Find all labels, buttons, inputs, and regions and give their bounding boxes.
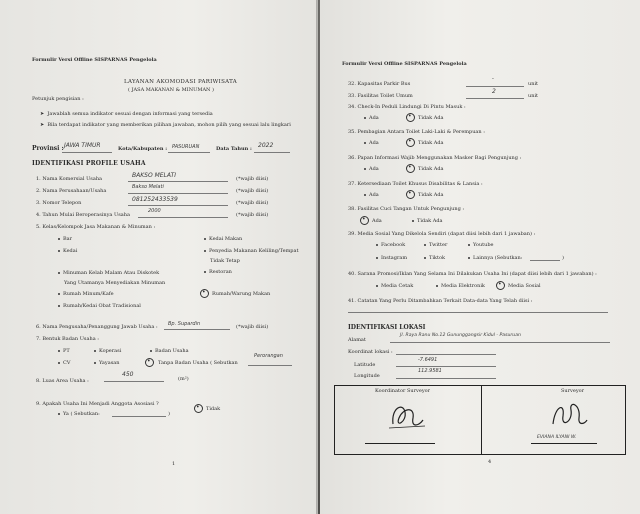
q36-label: 36. Papan Informasi Wajib Menggunakan Masker Bagi Pengunjung : (348, 155, 522, 161)
q37-mark-icon: • (408, 190, 412, 197)
luas-label: 8. Luas Area Usaha : (36, 378, 89, 384)
q39-tiktok: Tiktok (424, 256, 445, 261)
opt-minuman: Minuman Kelab Malam Atau Diskotek (58, 271, 159, 276)
latitude-value: -7.6491 (418, 357, 438, 363)
q37-tidak-ada: Tidak Ada (418, 192, 444, 198)
alamat-label: Alamat (348, 337, 366, 343)
q36-ada: Ada (364, 167, 379, 172)
field-value-3: 081252433539 (132, 196, 178, 203)
left-form-title: Formulir Versi Offline SISPARNAS Pengelola (32, 57, 157, 63)
field-req-2: (*wajib diisi) (236, 188, 269, 194)
right-page: Formulir Versi Offline SISPARNAS Pengelola 32. Kapasitas Parkir Bus - unit 33. Fasilitas Toilet Umum 2 unit 34. Check-In Peduli Lindungi Di Pintu Masuk : Ada • Tidak Ada 35. Pembagian Antara Toilet Laki-Laki & Perempuan : Ada • Tidak Ada 36. Papan Informasi Wajib Menggunakan Masker Bagi Pengunjung : Ada • Tidak Ada 37. Ketersediaan Toilet Khusus Disabilitas & Lansia : Ada • Tidak Ada 38. Fasilitas Cuci Tangan Untuk Pengunjung : • Ada Tidak Ada 39. Media Sosial Yang Dikelola Sendiri (dapat diisi lebih dari 1 jawaban) : Facebook Twitter Youtube Instagram Tiktok Lainnya (Sebutkan: ) 40. Sarana Promosi/Iklan Yang Selama Ini Dilakukan Usaha Ini (dapat diisi lebih dari 1 jawaban) : Media Cetak Media Elektronik • Media Sosial 41. Catatan Yang Perlu Ditambahkan Terkait Data-data Yang Telah diisi : IDENTIFIKASI LOKASI Alamat Jl. Raya Ranu No.12 Gununggangsir Kidul - Pasuruan Koordinat lokasi : Latitude -7.6491 Longitude 112.9581 4 (320, 0, 640, 514)
longitude-label: Longitude (354, 373, 380, 379)
right-form-title: Formulir Versi Offline SISPARNAS Pengelola (342, 61, 467, 67)
opt-restoran: Restoran (204, 270, 232, 275)
q40-sosial: Media Sosial (508, 283, 541, 289)
field-label-4: 4. Tahun Mulai Beroperasinya Usaha (36, 212, 130, 218)
q32-value: - (492, 76, 494, 82)
asosiasi-ya: Ya ( Sebutkan: (58, 412, 100, 417)
asosiasi-mark-icon: • (196, 404, 200, 411)
opt-rumah-minum: Rumah Minum/Kafe (58, 292, 114, 297)
instruction-1: ➤ Jawablah semua indikator sesuai dengan informasi yang tersedia (40, 111, 213, 117)
field-req-3: (*wajib diisi) (236, 200, 269, 206)
circle-mark-icon: • (202, 289, 206, 296)
bentuk-mark-icon: • (147, 358, 151, 365)
q38-ada: Ada (372, 218, 382, 224)
opt-pt: PT (58, 349, 70, 354)
field-label-1: 1. Nama Komersial Usaha (36, 176, 103, 182)
q33-label: 33. Fasilitas Toilet Umum (348, 93, 413, 99)
field-value-2: Bakso Melati (132, 184, 164, 190)
signature-box (334, 385, 626, 455)
q34-mark-icon: • (408, 113, 412, 120)
opt-tanpa: Tanpa Badan Usaha ( Sebutkan (158, 360, 238, 366)
q36-mark-icon: • (408, 164, 412, 171)
q40-mark-icon: • (498, 281, 502, 288)
q36-tidak-ada: Tidak Ada (418, 166, 444, 172)
q39-lainnya: Lainnya (Sebutkan: (468, 256, 522, 261)
left-page: Formulir Versi Offline SISPARNAS Pengelola LAYANAN AKOMODASI PARIWISATA ( JASA MAKANAN & MINUMAN ) Petunjuk pengisian : ➤ Jawablah semua indikator sesuai dengan informasi yang tersedia ➤ Bila terdapat indikator yang memberikan pilihan jawaban, mohon pilih yang sesuai lalu lingkari Provinsi : JAWA TIMUR Kota/Kabupaten : PASURUAN Data Tahun : 2022 IDENTIFIKASI PROFILE USAHA 1. Nama Komersial Usaha BAKSO MELATI (*wajib diisi) 2. Nama Perusahaan/Usaha Bakso Melati (*wajib diisi) 3. Nomor Telepon 081252433539 (*wajib diisi) 4. Tahun Mulai Beroperasinya Usaha 2000 (*wajib diisi) 5. Kelas/Kelompok Jasa Makanan & Minuman : Bar Kedai Makan Kedai Penyedia Makanan Keliling/Tempat Tidak Tetap Restoran Minuman Kelab Malam Atau Diskotek Yang Utamanya Menyediakan Minuman Rumah Minum/Kafe • Rumah/Warung Makan Rumah/Kedai Obat Tradisional 6. Nama Pengusaha/Penanggung Jawab Usaha : Bp. Supardin (*wajib diisi) 7. Bentuk Badan Usaha : PT Koperasi Badan Usaha CV Yayasan • Tanpa Badan Usaha ( Sebutkan Perorangan 8. Luas Area Usaha : 450 (m²) 9. Apakah Usaha Ini Menjadi Anggota Asosiasi ? Ya ( Sebutkan: ) • Tidak 1 (0, 0, 318, 514)
q41-label: 41. Catatan Yang Perlu Ditambahkan Terkait Data-data Yang Telah diisi : (348, 298, 533, 304)
field-label-2: 2. Nama Perusahaan/Usaha (36, 188, 107, 194)
opt-yayasan: Yayasan (94, 361, 119, 366)
field-req-1: (*wajib diisi) (236, 176, 269, 182)
field-value-4: 2000 (148, 208, 161, 214)
identifikasi-profile-title: IDENTIFIKASI PROFILE USAHA (32, 160, 146, 167)
asosiasi-tidak: Tidak (206, 406, 221, 412)
field-value-1: BAKSO MELATI (132, 172, 177, 179)
pengusaha-value: Bp. Supardin (168, 321, 201, 327)
asosiasi-label: 9. Apakah Usaha Ini Menjadi Anggota Asosiasi ? (36, 401, 159, 407)
q34-ada: Ada (364, 116, 379, 121)
q40-label: 40. Sarana Promosi/Iklan Yang Selama Ini Dilakukan Usaha Ini (dapat diisi lebih dari 1 jawaban) : (348, 271, 597, 277)
instructions-label: Petunjuk pengisian : (32, 96, 84, 102)
opt-penyedia-2: Tidak Tetap (210, 258, 240, 264)
q32-label: 32. Kapasitas Parkir Bus (348, 81, 411, 87)
opt-badan-usaha: Badan Usaha (150, 349, 189, 354)
q35-label: 35. Pembagian Antara Toilet Laki-Laki & Perempuan : (348, 129, 485, 135)
q39-label: 39. Media Sosial Yang Dikelola Sendiri (dapat diisi lebih dari 1 jawaban) : (348, 231, 536, 237)
opt-koperasi: Koperasi (94, 349, 121, 354)
q33-unit: unit (528, 93, 539, 99)
tahun-label: Data Tahun : (216, 146, 252, 152)
koordinat-label: Koordinat lokasi : (348, 349, 393, 355)
q38-label: 38. Fasilitas Cuci Tangan Untuk Pengunjung : (348, 206, 465, 212)
opt-tanpa-value: Perorangan (254, 353, 283, 359)
opt-penyedia: Penyedia Makanan Keliling/Tempat (204, 249, 299, 254)
surveyor-signature-icon (543, 398, 591, 434)
q35-tidak-ada: Tidak Ada (418, 140, 444, 146)
latitude-label: Latitude (354, 362, 376, 368)
instruction-2: ➤ Bila terdapat indikator yang memberikan pilihan jawaban, mohon pilih yang sesuai lalu lingkari (40, 122, 291, 128)
kota-label: Kota/Kabupaten : (118, 146, 168, 152)
q37-label: 37. Ketersediaan Toilet Khusus Disabilitas & Lansia : (348, 181, 483, 187)
q40-cetak: Media Cetak (376, 284, 413, 289)
opt-minuman-2: Yang Utamanya Menyediakan Minuman (64, 280, 166, 286)
opt-bar: Bar (58, 237, 72, 242)
surveyor-label: Surveyor (561, 388, 585, 394)
longitude-value: 112.9581 (418, 368, 442, 374)
q35-ada: Ada (364, 141, 379, 146)
lokasi-title: IDENTIFIKASI LOKASI (348, 324, 426, 331)
provinsi-value: JAWA TIMUR (64, 142, 101, 149)
opt-kedai-makan: Kedai Makan (204, 237, 242, 242)
q33-value: 2 (492, 88, 496, 95)
luas-value: 450 (122, 371, 134, 378)
left-page-number: 1 (172, 461, 176, 467)
opt-rumah-warung: Rumah/Warung Makan (212, 291, 271, 297)
bentuk-label: 7. Bentuk Badan Usaha : (36, 336, 99, 342)
q32-unit: unit (528, 81, 539, 87)
q38-mark-icon: • (362, 216, 366, 223)
tahun-value: 2022 (258, 142, 274, 149)
provinsi-label: Provinsi : (32, 145, 64, 152)
coordinator-signature-icon (385, 396, 429, 436)
q38-tidak-ada: Tidak Ada (412, 219, 443, 224)
luas-unit: (m²) (178, 376, 189, 382)
kota-value: PASURUAN (172, 144, 200, 150)
field-req-4: (*wajib diisi) (236, 212, 269, 218)
q34-tidak-ada: Tidak Ada (418, 115, 444, 121)
pengusaha-req: (*wajib diisi) (236, 324, 269, 330)
kelas-label: 5. Kelas/Kelompok Jasa Makanan & Minuman : (36, 224, 156, 230)
field-label-3: 3. Nomor Telepon (36, 200, 82, 206)
q39-twitter: Twitter (424, 243, 447, 248)
right-page-number: 4 (488, 459, 492, 465)
section-title-line1: LAYANAN AKOMODASI PARIWISATA (124, 79, 238, 85)
q40-elektronik: Media Elektronik (436, 284, 485, 289)
q39-instagram: Instagram (376, 256, 407, 261)
surveyor-name: EVIANA ILYANI W. (537, 435, 577, 440)
opt-kedai: Kedai (58, 249, 77, 254)
q37-ada: Ada (364, 193, 379, 198)
q34-label: 34. Check-In Peduli Lindungi Di Pintu Masuk : (348, 104, 466, 110)
opt-rumah-kedai: Rumah/Kedai Obat Tradisional (58, 304, 141, 309)
koordinator-label: Koordinator Surveyor (375, 388, 431, 394)
alamat-value: Jl. Raya Ranu No.12 Gununggangsir Kidul - Pasuruan (400, 333, 521, 338)
pengusaha-label: 6. Nama Pengusaha/Penanggung Jawab Usaha : (36, 324, 158, 330)
q35-mark-icon: • (408, 138, 412, 145)
q39-facebook: Facebook (376, 243, 405, 248)
opt-cv: CV (58, 361, 70, 366)
section-title-line2: ( JASA MAKANAN & MINUMAN ) (128, 87, 214, 93)
q39-youtube: Youtube (468, 243, 494, 248)
